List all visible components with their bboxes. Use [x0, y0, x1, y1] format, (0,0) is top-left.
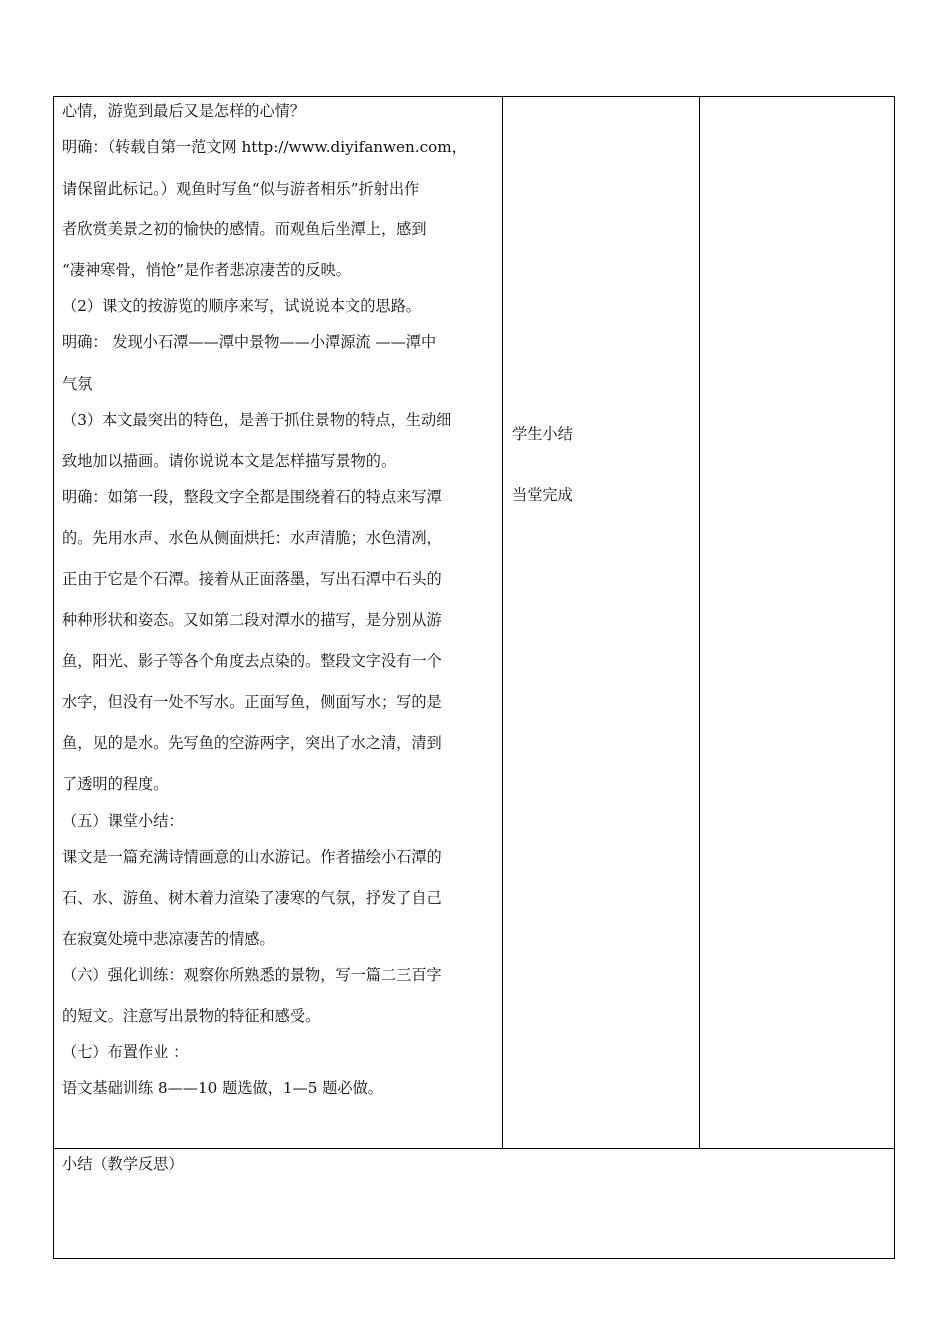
content-line: （七）布置作业 ：	[62, 1043, 189, 1061]
column-divider	[699, 97, 700, 1149]
content-line: 了透明的程度。	[62, 775, 169, 793]
content-line	[62, 137, 467, 157]
content-line: 者欣赏美景之初的愉快的感情。而观鱼后坐潭上，感到	[62, 220, 427, 238]
content-line: 鱼，阳光、影子等各个角度去点染的。整段文字没有一个	[62, 652, 442, 670]
content-line: （五）课堂小结：	[62, 812, 184, 830]
lesson-plan-table	[53, 96, 895, 1259]
column-divider	[502, 97, 503, 1149]
content-line: 语文基础训练 8——10 题选做，1—5 题必做。	[62, 1079, 383, 1097]
content-line: 水字，但没有一处不写水。正面写鱼，侧面写水；写的是	[62, 693, 442, 711]
content-line: 石、水、游鱼、树木着力渲染了凄寒的气氛，抒发了自己	[62, 889, 442, 907]
content-line: 鱼，见的是水。先写鱼的空游两字，突出了水之清，清到	[62, 734, 442, 752]
content-line: 正由于它是个石潭。接着从正面落墨，写出石潭中石头的	[62, 570, 442, 588]
content-line: 在寂寞处境中悲凉凄苦的情感。	[62, 930, 275, 948]
content-line: 明确： 发现小石潭——潭中景物——小潭源流 ——潭中	[62, 333, 437, 351]
content-line: （2）课文的按游览的顺序来写，试说说本文的思路。	[62, 297, 421, 315]
in-class-completion-label: 当堂完成	[512, 486, 573, 504]
content-line: 种种形状和姿态。又如第二段对潭水的描写，是分别从游	[62, 611, 442, 629]
content-line: （六）强化训练：观察你所熟悉的景物，写一篇二三百字	[62, 966, 442, 984]
content-line: 课文是一篇充满诗情画意的山水游记。作者描绘小石潭的	[62, 848, 442, 866]
content-line: 致地加以描画。请你说说本文是怎样描写景物的。	[62, 452, 397, 470]
content-line: 气氛	[62, 375, 93, 393]
content-line: 心情，游览到最后又是怎样的心情？	[62, 102, 305, 120]
student-summary-label: 学生小结	[512, 425, 573, 443]
content-line: （3）本文最突出的特色，是善于抓住景物的特点，生动细	[62, 411, 452, 429]
reflection-label: 小结（教学反思）	[62, 1155, 184, 1173]
content-line: “凄神寒骨，悄怆”是作者悲凉凄苦的反映。	[62, 261, 351, 279]
content-line-text: 明确：（转载自第一范文网 http://www.diyifanwen.com，	[62, 138, 467, 156]
content-line: 的短文。注意写出景物的特征和感受。	[62, 1007, 321, 1025]
content-line: 请保留此标记。）观鱼时写鱼“似与游者相乐”折射出作	[62, 180, 420, 198]
content-line: 的。先用水声、水色从侧面烘托：水声清脆；水色清冽，	[62, 529, 442, 547]
row-divider	[54, 1148, 894, 1149]
content-line: 明确：如第一段，整段文字全都是围绕着石的特点来写潭	[62, 488, 442, 506]
